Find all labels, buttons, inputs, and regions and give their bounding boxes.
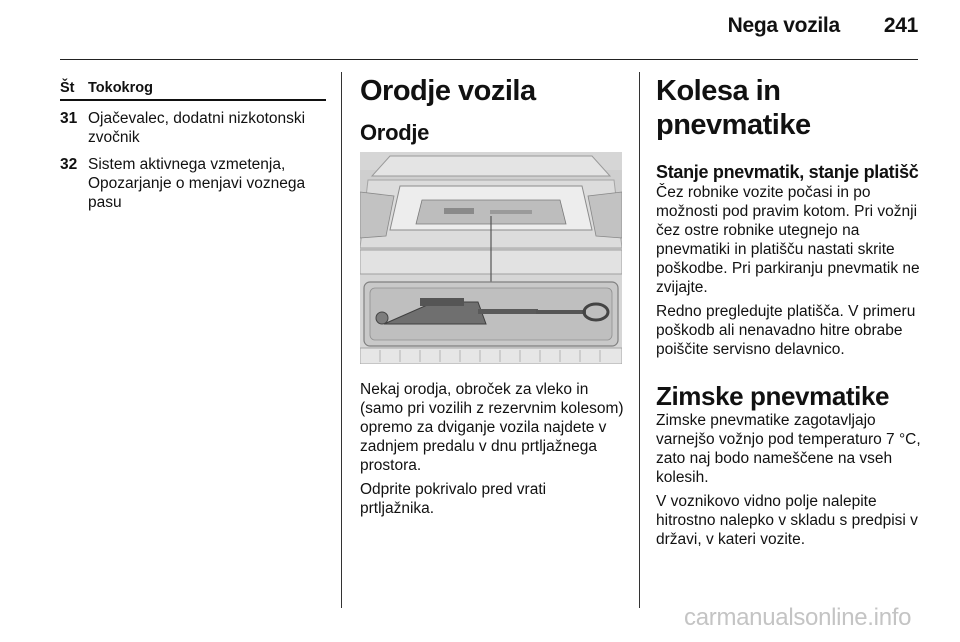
winter-tyres-paragraph-1: Zimske pnevmatike zagotavljajo varnejšo vožnjo pod temperaturo 7 °C, zato naj bodo nameščene na vseh kolesih. <box>656 412 921 486</box>
tools-section <box>360 74 624 523</box>
fuse-number: 32 <box>60 156 78 173</box>
page-header <box>728 14 918 38</box>
tyre-condition-paragraph-1: Čez robnike vozite počasi in po možnosti pod pravim kotom. Pri vožnji čez ostre robnike utegnejo na pnevmatiki in platišču nastati skrite poškodbe. Pri parkiranju pnevmatik ne zvijajte. <box>656 184 920 296</box>
fuse-table <box>60 80 326 212</box>
tools-subheading: Orodje <box>360 120 430 145</box>
trunk-tools-illustration <box>360 152 622 364</box>
wheels-heading: Kolesa in pnevmatike <box>656 75 811 141</box>
col-desc-header: Tokokrog <box>88 80 153 96</box>
fuse-number: 31 <box>60 110 78 127</box>
column-divider-1 <box>341 72 342 608</box>
winter-tyres-heading: Zimske pnevmatike <box>656 381 890 411</box>
header-rule <box>60 59 918 60</box>
header-title: Nega vozila <box>727 14 840 37</box>
fuse-table-header <box>60 80 326 101</box>
wheels-section <box>656 74 926 554</box>
column-divider-2 <box>639 72 640 608</box>
table-row <box>60 109 326 147</box>
table-row <box>60 155 326 212</box>
tools-heading: Orodje vozila <box>360 75 536 107</box>
watermark: carmanualsonline.info <box>684 604 912 631</box>
fuse-description: Ojačevalec, dodatni nizkotonski zvočnik <box>88 110 306 146</box>
page-number: 241 <box>883 14 918 37</box>
fuse-description: Sistem aktivnega vzmetenja, Opozarjanje o menjavi voznega pasu <box>88 156 306 211</box>
winter-tyres-paragraph-2: V voznikovo vidno polje nalepite hitrostno nalepko v skladu s predpisi v državi, v kateri vozite. <box>656 493 918 548</box>
col-num-header: Št <box>60 80 75 96</box>
tyre-condition-paragraph-2: Redno pregledujte platišča. V primeru poškodb ali nenavadno hitre obrabe poiščite servisno delavnico. <box>656 303 916 358</box>
tools-paragraph-1: Nekaj orodja, obroček za vleko in (samo pri vozilih z rezervnim kolesom) opremo za dviganje vozila najdete v zadnjem predalu v dnu prtljažnega prostora. <box>360 381 624 474</box>
tyre-condition-heading: Stanje pnevmatik, stanje platišč <box>656 162 919 182</box>
tools-paragraph-2: Odprite pokrivalo pred vrati prtljažnika. <box>360 481 547 517</box>
